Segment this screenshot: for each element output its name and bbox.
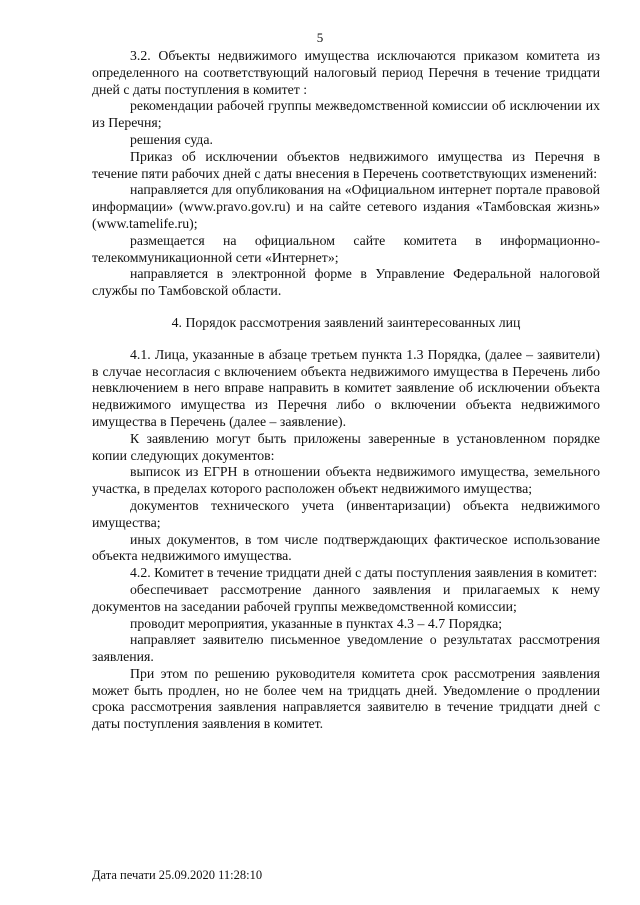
paragraph: направляется для опубликования на «Официальном интернет портале правовой информации» (www.pravo.gov.ru) и на сайте сетевого издания «Тамбовская жизнь» (www.tamelife.ru); (92, 182, 600, 231)
paragraph: проводит мероприятия, указанные в пунктах 4.3 – 4.7 Порядка; (130, 615, 503, 631)
paragraph: 4.2. Комитет в течение тридцати дней с даты поступления заявления в комитет: (130, 565, 598, 581)
paragraph: решения суда. (130, 131, 213, 147)
paragraph: выписок из ЕГРН в отношении объекта недвижимого имущества, земельного участка, в пределах которого расположен объект недвижимого имущества; (92, 464, 600, 497)
paragraph: иных документов, в том числе подтверждающих фактическое использование объекта недвижимого имущества. (92, 531, 600, 564)
paragraph: 3.2. Объекты недвижимого имущества исключаются приказом комитета из определенного на соответствующий налоговый период Перечня в течение тридцати дней с даты поступления в комитет : (92, 48, 600, 97)
paragraph: При этом по решению руководителя комитета срок рассмотрения заявления может быть продлен, но не более чем на тридцать дней. Уведомление о продлении срока рассмотрения заявления направляется заявителю в течение тридцати дней с даты поступления заявления в комитет. (92, 665, 600, 732)
print-date-footer: Дата печати 25.09.2020 11:28:10 (92, 868, 263, 882)
paragraph: размещается на официальном сайте комитета в информационно-телекоммуникационной сети «Интернет»; (92, 232, 600, 265)
paragraph: направляет заявителю письменное уведомление о результатах рассмотрения заявления. (92, 632, 600, 665)
paragraph: рекомендации рабочей группы межведомственной комиссии об исключении их из Перечня; (92, 98, 600, 131)
paragraph: направляется в электронной форме в Управление Федеральной налоговой службы по Тамбовской области. (92, 266, 600, 299)
paragraph: Приказ об исключении объектов недвижимого имущества из Перечня в течение пяти рабочих дней с даты внесения в Перечень соответствующих изменений: (92, 148, 600, 181)
paragraph: 4.1. Лица, указанные в абзаце третьем пункта 1.3 Порядка, (далее – заявители) в случае несогласия с включением объекта недвижимого имущества в Перечень либо невключением в него вправе направить в комитет заявление об исключении объекта недвижимого имущества из Перечня либо о включении объекта недвижимого имущества в Перечень (далее – заявление). (92, 346, 600, 429)
section-heading: 4. Порядок рассмотрения заявлений заинтересованных лиц (171, 314, 521, 330)
page-number: 5 (316, 30, 324, 45)
paragraph: обеспечивает рассмотрение данного заявления и прилагаемых к нему документов на заседании рабочей группы межведомственной комиссии; (92, 581, 600, 614)
document-body (92, 48, 600, 733)
paragraph: документов технического учета (инвентаризации) объекта недвижимого имущества; (92, 497, 600, 530)
paragraph: К заявлению могут быть приложены заверенные в установленном порядке копии следующих документов: (92, 430, 600, 463)
